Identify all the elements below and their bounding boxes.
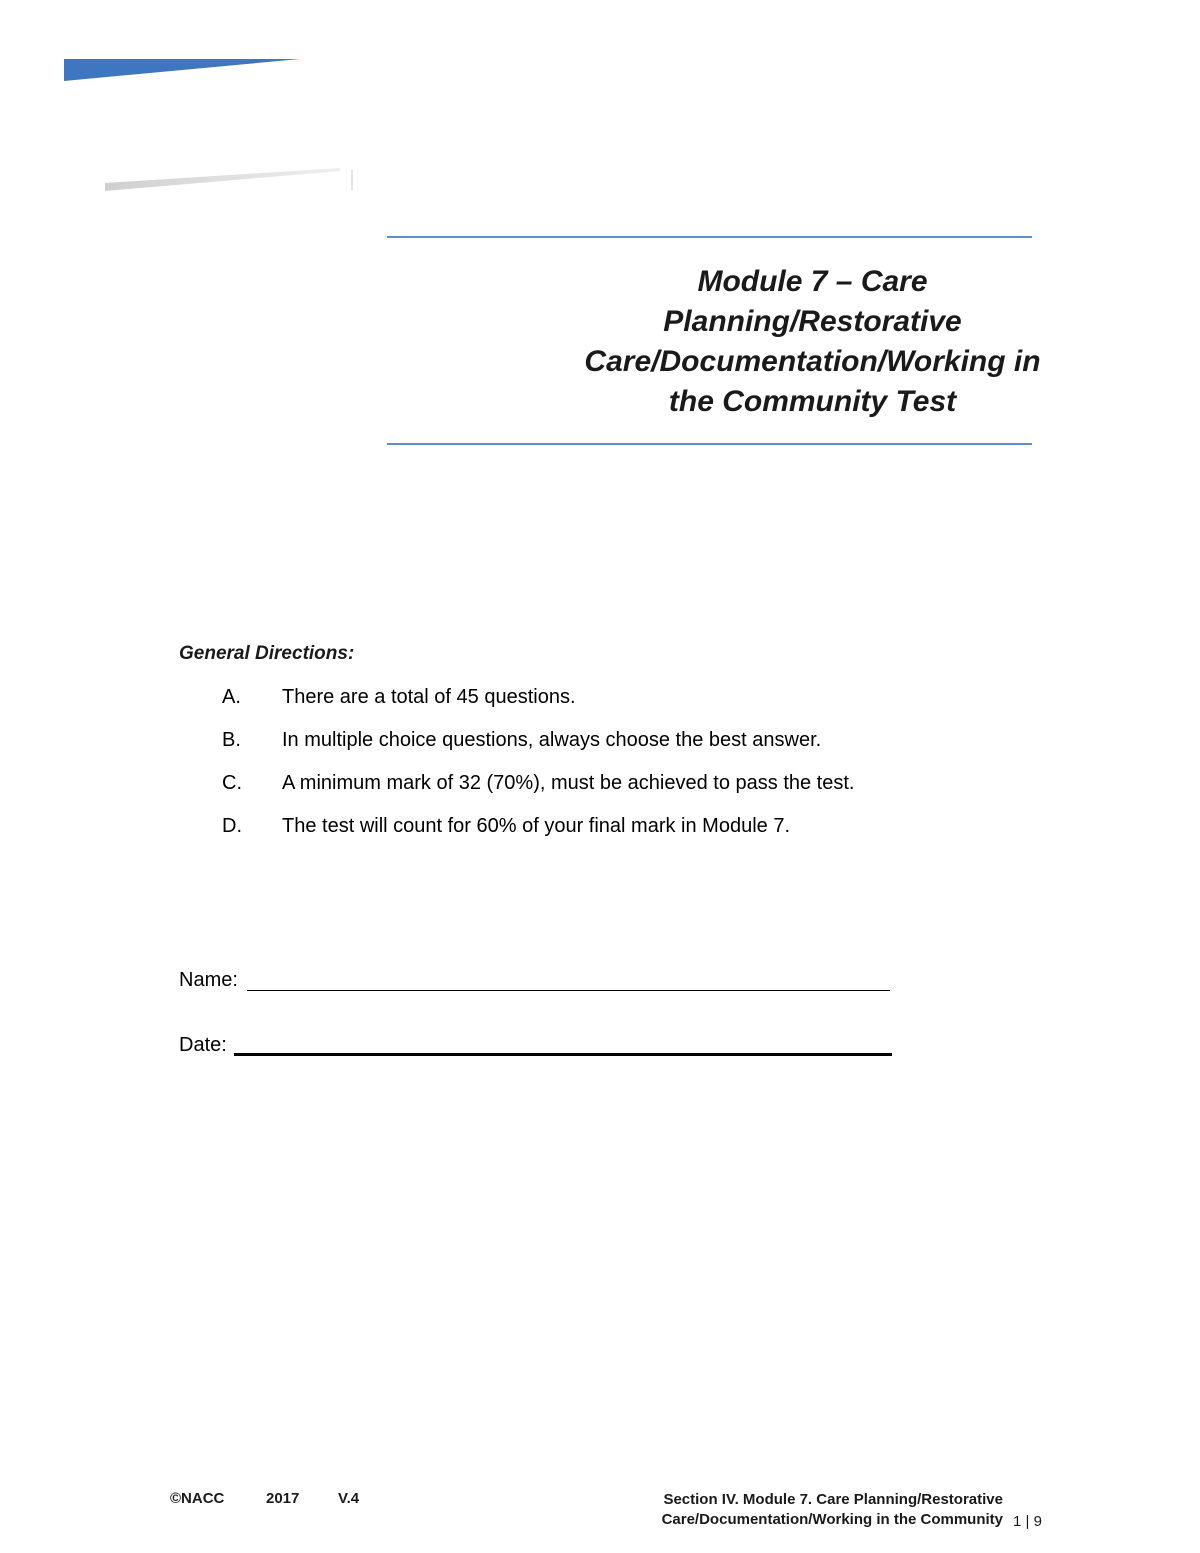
title-line: Module 7 – Care [697, 265, 928, 298]
document-title [560, 262, 1065, 422]
blue-swoosh-graphic [60, 55, 310, 85]
gray-swoosh-graphic [100, 165, 360, 195]
item-letter: C. [222, 772, 242, 794]
footer-copyright: ©NACC [170, 1490, 225, 1507]
footer-section-line: Section IV. Module 7. Care Planning/Restorative [663, 1491, 1003, 1508]
title-line: Care/Documentation/Working in [584, 345, 1041, 378]
list-item [222, 812, 854, 855]
date-field[interactable] [179, 1031, 227, 1059]
title-line: the Community Test [668, 385, 957, 418]
list-item [222, 683, 854, 726]
date-write-line[interactable] [234, 1053, 892, 1056]
item-text: The test will count for 60% of your final mark in Module 7. [282, 815, 791, 837]
footer-year: 2017 [266, 1490, 300, 1507]
list-item [222, 726, 854, 769]
item-text: In multiple choice questions, always choose the best answer. [282, 729, 822, 751]
footer-left [170, 1490, 359, 1507]
footer-section-title [580, 1490, 1003, 1530]
directions-heading: General Directions: [179, 643, 355, 664]
name-field[interactable] [179, 966, 238, 994]
item-letter: B. [222, 729, 241, 751]
page-number: 1 | 9 [1013, 1513, 1042, 1530]
name-label: Name: [179, 969, 238, 991]
directions-list [222, 683, 854, 855]
title-bottom-rule [387, 443, 1032, 445]
date-label: Date: [179, 1034, 227, 1056]
footer-section-line: Care/Documentation/Working in the Community [661, 1511, 1003, 1528]
item-text: A minimum mark of 32 (70%), must be achieved to pass the test. [282, 772, 855, 794]
title-line: Planning/Restorative [663, 305, 962, 338]
list-item [222, 769, 854, 812]
title-top-rule [387, 236, 1032, 238]
item-letter: D. [222, 815, 242, 837]
item-text: There are a total of 45 questions. [282, 686, 576, 708]
item-letter: A. [222, 686, 241, 708]
name-write-line[interactable] [247, 990, 890, 991]
footer-version: V.4 [338, 1490, 360, 1507]
